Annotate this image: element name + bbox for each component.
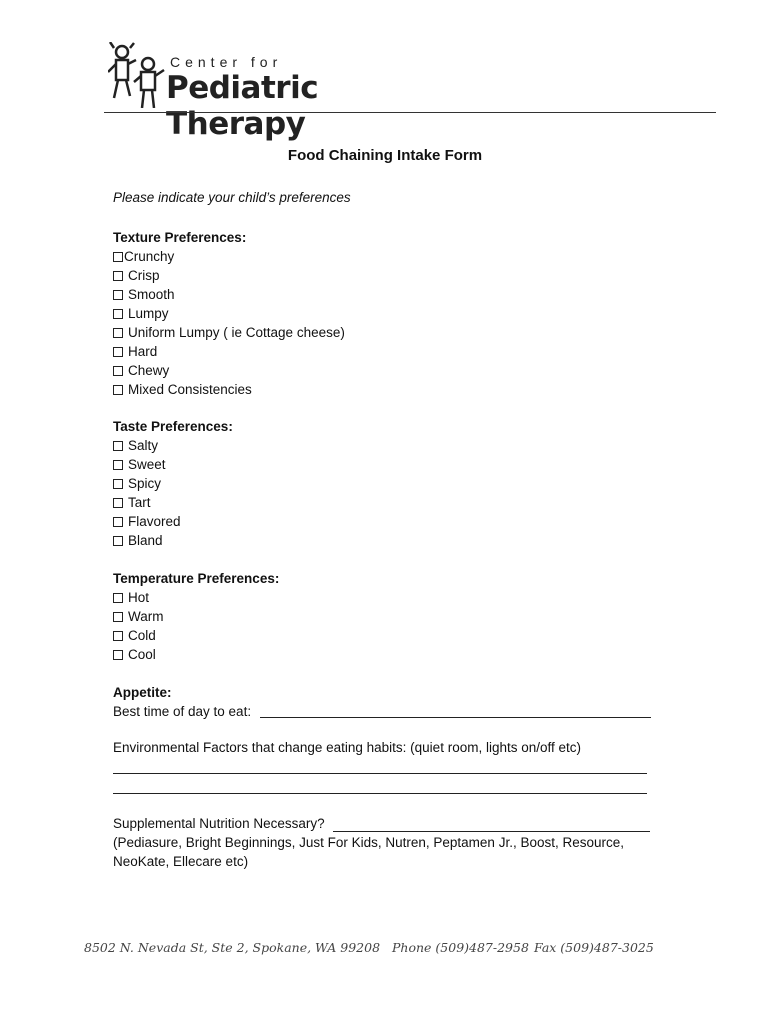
checkbox[interactable] <box>113 612 123 622</box>
appetite-section <box>113 683 251 721</box>
texture-section <box>113 228 345 399</box>
checkbox[interactable] <box>113 517 123 527</box>
checkbox[interactable] <box>113 347 123 357</box>
environment-input-line-2[interactable] <box>113 793 647 794</box>
checkbox[interactable] <box>113 593 123 603</box>
texture-option[interactable]: Chewy <box>113 361 345 380</box>
temperature-section <box>113 569 279 664</box>
taste-option[interactable]: Spicy <box>113 474 233 493</box>
temperature-heading: Temperature Preferences: <box>113 571 280 586</box>
checkbox[interactable] <box>113 366 123 376</box>
best-time-label: Best time of day to eat: <box>113 704 252 719</box>
form-title: Food Chaining Intake Form <box>287 147 483 164</box>
temperature-option[interactable]: Warm <box>113 607 279 626</box>
taste-option[interactable]: Tart <box>113 493 233 512</box>
form-subtitle: Please indicate your child’s preferences <box>113 190 351 205</box>
checkbox[interactable] <box>113 252 123 262</box>
taste-option[interactable]: Sweet <box>113 455 233 474</box>
texture-option[interactable]: Crunchy <box>113 247 345 266</box>
texture-option[interactable]: Hard <box>113 342 345 361</box>
checkbox[interactable] <box>113 650 123 660</box>
checkbox[interactable] <box>113 271 123 281</box>
checkbox[interactable] <box>113 290 123 300</box>
texture-option[interactable]: Smooth <box>113 285 345 304</box>
best-time-input-line[interactable] <box>260 717 651 718</box>
supplemental-label: Supplemental Nutrition Necessary? <box>113 816 325 831</box>
appetite-heading: Appetite: <box>113 685 172 700</box>
texture-option[interactable]: Uniform Lumpy ( ie Cottage cheese) <box>113 323 345 342</box>
logo-name: Pediatric Therapy <box>166 70 319 142</box>
environment-input-line-1[interactable] <box>113 773 647 774</box>
temperature-option[interactable]: Cold <box>113 626 279 645</box>
supplemental-examples-2: NeoKate, Ellecare etc) <box>113 854 249 869</box>
texture-option[interactable]: Lumpy <box>113 304 345 323</box>
texture-heading: Texture Preferences: <box>113 230 247 245</box>
checkbox[interactable] <box>113 479 123 489</box>
taste-option[interactable]: Bland <box>113 531 233 550</box>
checkbox[interactable] <box>113 460 123 470</box>
logo-tagline: Center for <box>170 54 283 70</box>
checkbox[interactable] <box>113 441 123 451</box>
taste-option[interactable]: Salty <box>113 436 233 455</box>
taste-option[interactable]: Flavored <box>113 512 233 531</box>
texture-option[interactable]: Crisp <box>113 266 345 285</box>
temperature-option[interactable]: Cool <box>113 645 279 664</box>
footer-fax: Fax (509)487-3025 <box>534 940 654 955</box>
checkbox[interactable] <box>113 309 123 319</box>
checkbox[interactable] <box>113 385 123 395</box>
footer-address: 8502 N. Nevada St, Ste 2, Spokane, WA 99208 <box>84 940 381 955</box>
checkbox[interactable] <box>113 328 123 338</box>
checkbox[interactable] <box>113 536 123 546</box>
footer-phone: Phone (509)487-2958 <box>392 940 529 955</box>
checkbox[interactable] <box>113 631 123 641</box>
logo <box>108 42 438 142</box>
checkbox[interactable] <box>113 498 123 508</box>
environment-label: Environmental Factors that change eating habits: (quiet room, lights on/off etc) <box>113 740 582 755</box>
children-logo-icon <box>108 42 170 108</box>
supplemental-input-line[interactable] <box>333 831 650 832</box>
temperature-option[interactable]: Hot <box>113 588 279 607</box>
taste-heading: Taste Preferences: <box>113 419 233 434</box>
texture-option[interactable]: Mixed Consistencies <box>113 380 345 399</box>
supplemental-examples-1: (Pediasure, Bright Beginnings, Just For Kids, Nutren, Peptamen Jr., Boost, Resource, <box>113 835 624 850</box>
taste-section <box>113 417 233 550</box>
header-divider <box>104 112 716 113</box>
